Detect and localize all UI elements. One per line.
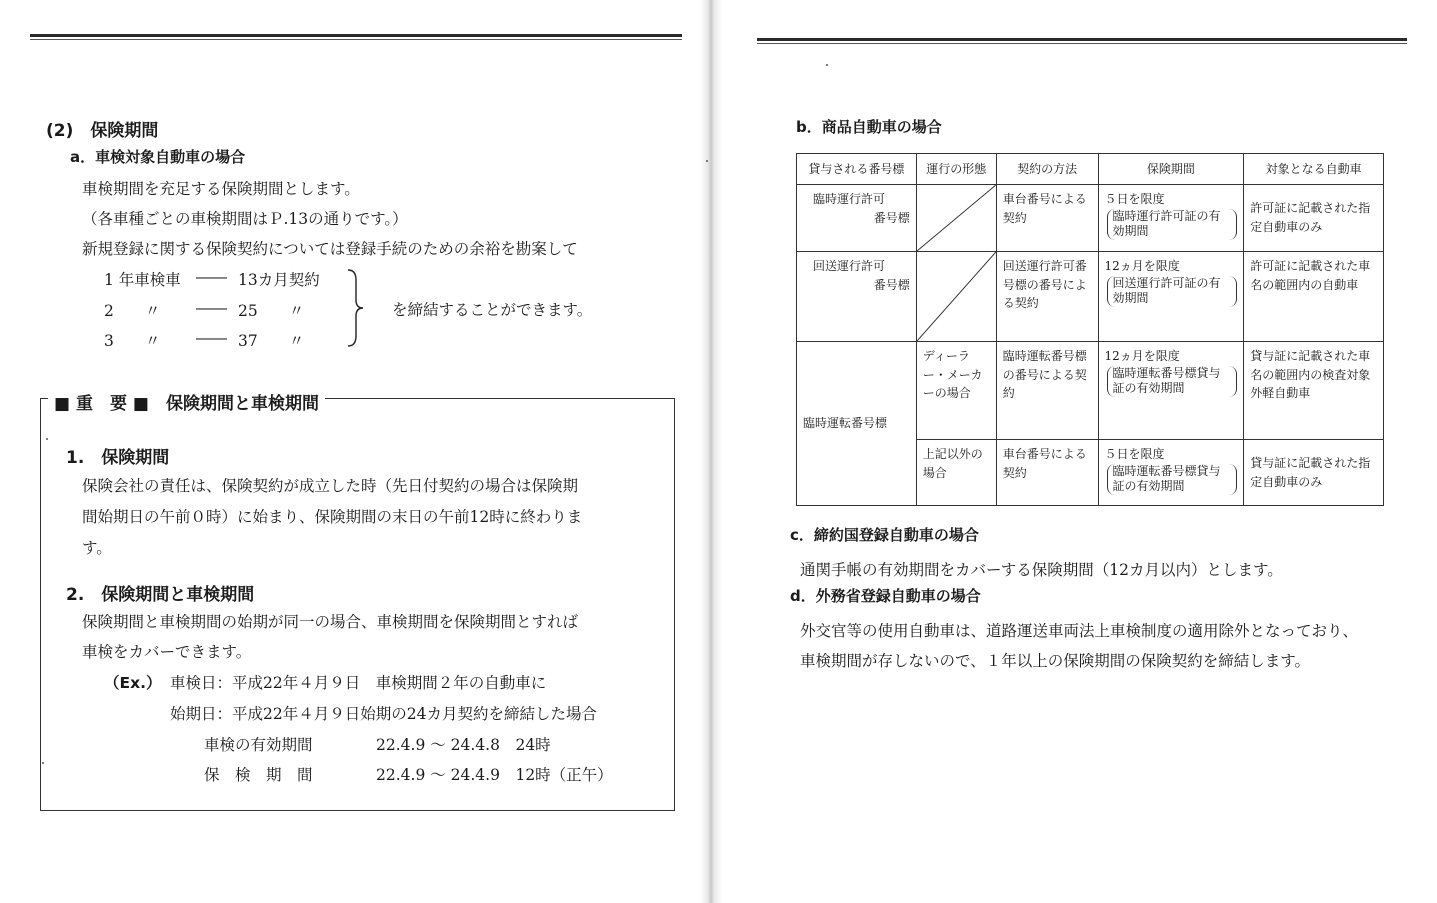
period-cell [1098, 252, 1244, 342]
target-cell: 貸与証に記載された車名の範囲内の検査対象外軽自動車 [1244, 342, 1384, 440]
period-main: 12ヵ月を限度 [1104, 349, 1180, 363]
sub-c-title: c．締約国登録自動車の場合 [790, 526, 979, 544]
contract-row-dash: ―― [196, 299, 227, 317]
header-rule-right [757, 38, 1407, 41]
sub-a-title: a．車検対象自動車の場合 [70, 148, 246, 166]
text-line: 車検をカバーできます。 [82, 643, 252, 661]
contract-row-b: 37 〃 [238, 332, 305, 350]
table-row [797, 342, 1384, 440]
sub-d-line: 車検期間が存しないので、１年以上の保険期間の保険契約を締結します。 [800, 652, 1310, 670]
section-title: (2) 保険期間 [46, 121, 159, 141]
commercial-vehicle-table [796, 153, 1384, 506]
period-main: ５日を限度 [1104, 192, 1165, 206]
plate-line1: 回送運行許可 [813, 259, 886, 273]
ex-label: （Ex.） [104, 674, 162, 692]
ex-line1: 車検日：平成22年４月９日 車検期間２年の自動車に [170, 674, 547, 692]
sub-c-line: 通関手帳の有効期間をカバーする保険期間（12カ月以内）とします。 [800, 561, 1283, 579]
text-line: 保険期間と車検期間の始期が同一の場合、車検期間を保険期間とすれば [82, 613, 579, 631]
header-subrule-left [30, 39, 682, 40]
page-gutter [700, 0, 722, 903]
contract-row-a: 3 〃 [104, 332, 161, 350]
plate-cell [797, 252, 917, 342]
target-cell: 許可証に記載された車名の範囲内の自動車 [1244, 252, 1384, 342]
method-cell: 車台番号による契約 [996, 440, 1098, 506]
text-line: （各車種ごとの車検期間はＰ.13の通りです。） [82, 210, 408, 228]
empty-mode-cell [916, 185, 996, 252]
important-title: ■ 重 要 ■ 保険期間と車検期間 [48, 389, 325, 413]
period-paren: 臨時運行許可証の有効期間 [1107, 209, 1238, 240]
important-item1-title: 1. 保険期間 [66, 448, 170, 468]
method-cell: 車台番号による契約 [996, 185, 1098, 252]
header-cell: 契約の方法 [996, 154, 1098, 185]
text-line: 間始期日の午前０時）に始まり、保険期間の末日の午前12時に終わりま [82, 508, 583, 526]
scan-speck [706, 160, 708, 162]
contract-row-a: 2 〃 [104, 302, 161, 320]
period-main: 12ヵ月を限度 [1104, 259, 1180, 273]
mode-cell: 上記以外の場合 [916, 440, 996, 506]
text-line: 新規登録に関する保険契約については登録手続のための余裕を勘案して [82, 240, 578, 258]
period-cell [1098, 185, 1244, 252]
target-cell: 許可証に記載された指定自動車のみ [1244, 185, 1384, 252]
table-row [797, 185, 1384, 252]
header-subrule-right [757, 43, 1407, 44]
header-cell: 運行の形態 [916, 154, 996, 185]
ex-row-label: 保 検 期 間 [204, 766, 313, 784]
text-line: 車検期間を充足する保険期間とします。 [82, 180, 360, 198]
header-cell: 貸与される番号標 [797, 154, 917, 185]
empty-mode-cell [916, 252, 996, 342]
ex-row-value: 22.4.9 ～ 24.4.8 24時 [376, 736, 551, 754]
contract-row-dash: ―― [196, 268, 227, 286]
period-cell [1098, 440, 1244, 506]
period-main: ５日を限度 [1104, 447, 1165, 461]
plate-cell: 臨時運転番号標 [797, 342, 917, 506]
text-line: 保険会社の責任は、保険契約が成立した時（先日付契約の場合は保険期 [82, 477, 579, 495]
sub-b-title: b．商品自動車の場合 [796, 118, 942, 136]
text-line: す。 [82, 539, 112, 557]
header-cell: 対象となる自動車 [1244, 154, 1384, 185]
contract-row-b: 13カ月契約 [238, 271, 320, 289]
period-paren: 回送運行許可証の有効期間 [1107, 276, 1238, 307]
contract-row-b: 25 〃 [238, 302, 305, 320]
period-cell [1098, 342, 1244, 440]
header-cell: 保険期間 [1098, 154, 1244, 185]
plate-line1: 臨時運行許可 [813, 192, 886, 206]
period-paren: 臨時運転番号標貸与証の有効期間 [1107, 464, 1238, 495]
contract-suffix: を締結することができます。 [392, 301, 593, 319]
period-paren: 臨時運転番号標貸与証の有効期間 [1107, 366, 1238, 397]
method-cell: 回送運行許可番号標の番号による契約 [996, 252, 1098, 342]
contract-row-dash: ―― [196, 329, 227, 347]
important-item2-title: 2. 保険期間と車検期間 [66, 585, 255, 605]
contract-row-a: 1 年車検車 [104, 271, 181, 289]
sub-d-line: 外交官等の使用自動車は、道路運送車両法上車検制度の適用除外となっており、 [800, 622, 1359, 640]
scan-speck [46, 438, 48, 440]
right-brace-icon [346, 268, 364, 348]
plate-line2: 番号標 [873, 277, 910, 292]
ex-row-label: 車検の有効期間 [204, 736, 313, 754]
target-cell: 貸与証に記載された指定自動車のみ [1244, 440, 1384, 506]
sub-d-title: d．外務省登録自動車の場合 [790, 587, 981, 605]
mode-cell: ディーラー・メーカーの場合 [916, 342, 996, 440]
plate-line2: 番号標 [873, 210, 910, 225]
scan-speck [826, 64, 828, 66]
table-row [797, 252, 1384, 342]
ex-row-value: 22.4.9 ～ 24.4.9 12時（正午） [376, 766, 613, 784]
header-rule-left [30, 34, 682, 37]
method-cell: 臨時運転番号標の番号による契約 [996, 342, 1098, 440]
table-header-row [797, 154, 1384, 185]
scan-speck [42, 762, 44, 764]
plate-cell [797, 185, 917, 252]
ex-line2: 始期日：平成22年４月９日始期の24カ月契約を締結した場合 [170, 705, 597, 723]
